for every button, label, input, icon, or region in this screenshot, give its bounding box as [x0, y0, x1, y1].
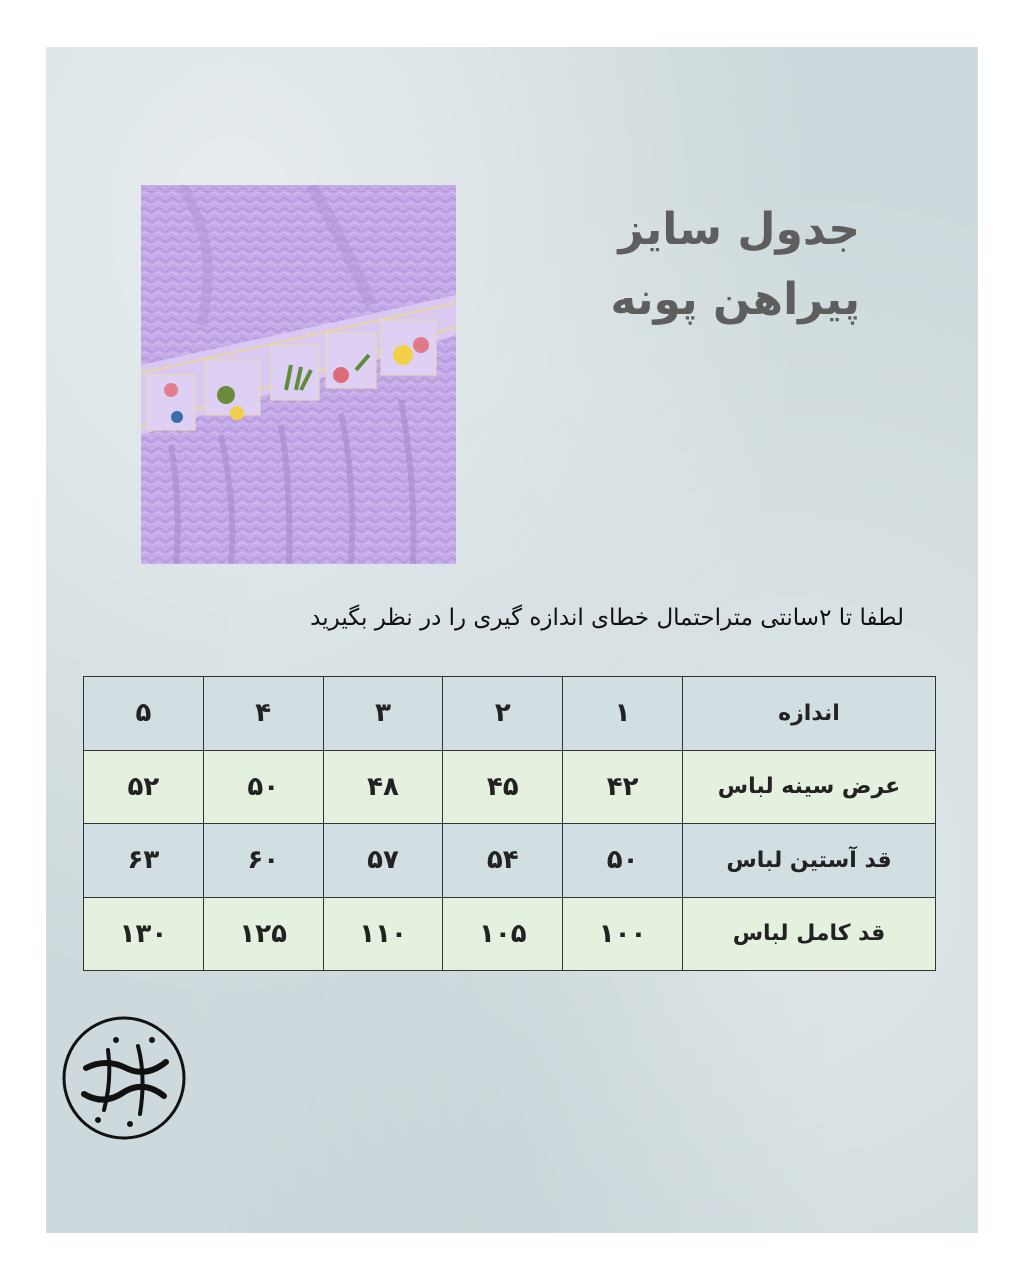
table-cell: ۵۰ [203, 750, 323, 824]
table-header-row [84, 677, 936, 751]
header-label: اندازه [683, 677, 936, 751]
table-row [84, 750, 936, 824]
table-cell: ۶۳ [84, 824, 204, 898]
table-row [84, 897, 936, 971]
page-title [560, 195, 860, 335]
title-line-1: جدول سایز [618, 204, 860, 255]
size-4: ۴ [203, 677, 323, 751]
table-cell: ۵۷ [323, 824, 443, 898]
table-cell: ۵۲ [84, 750, 204, 824]
calligraphy-logo-icon [56, 1010, 192, 1146]
table-cell: ۴۲ [563, 750, 683, 824]
table-row [84, 824, 936, 898]
table-cell: ۱۱۰ [323, 897, 443, 971]
size-table [83, 676, 936, 971]
row-label: عرض سینه لباس [683, 750, 936, 824]
size-1: ۱ [563, 677, 683, 751]
table-cell: ۴۸ [323, 750, 443, 824]
size-5: ۵ [84, 677, 204, 751]
table-cell: ۱۰۰ [563, 897, 683, 971]
dress-photo [141, 185, 456, 564]
size-2: ۲ [443, 677, 563, 751]
title-line-2: پیراهن پونه [610, 274, 860, 325]
row-label: قد کامل لباس [683, 897, 936, 971]
measurement-notice: لطفا تا ۲سانتی متراحتمال خطای اندازه گیری را در نظر بگیرید [310, 605, 904, 631]
table-cell: ۴۵ [443, 750, 563, 824]
table-cell: ۱۳۰ [84, 897, 204, 971]
table-cell: ۱۲۵ [203, 897, 323, 971]
size-3: ۳ [323, 677, 443, 751]
table-cell: ۵۰ [563, 824, 683, 898]
table-cell: ۵۴ [443, 824, 563, 898]
table-cell: ۶۰ [203, 824, 323, 898]
table-cell: ۱۰۵ [443, 897, 563, 971]
row-label: قد آستین لباس [683, 824, 936, 898]
